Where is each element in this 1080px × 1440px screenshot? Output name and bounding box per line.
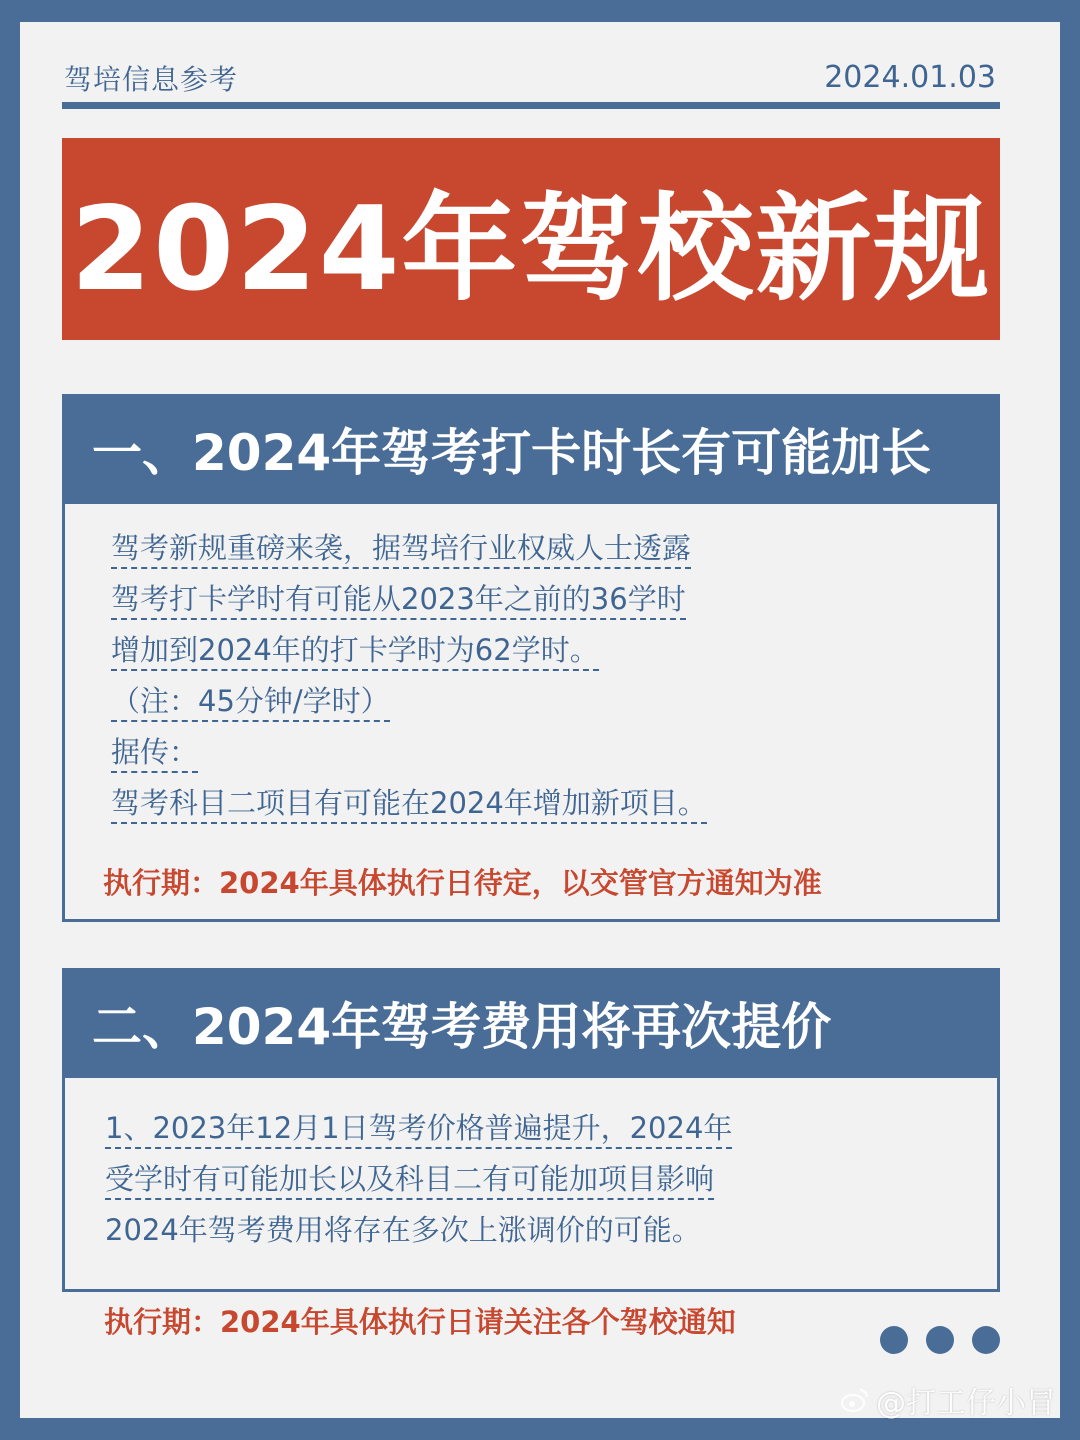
watermark: [840, 1378, 1056, 1422]
section-body: [111, 523, 967, 829]
body-line: 2024年驾考费用将存在多次上涨调价的可能。: [105, 1213, 701, 1247]
watermark-text: @打工仔小冒: [876, 1386, 1056, 1421]
body-line: 1、2023年12月1日驾考价格普遍提升，2024年: [105, 1103, 967, 1154]
dot-icon: [880, 1326, 908, 1354]
section-heading: 二、2024年驾考费用将再次提价: [62, 968, 1000, 1078]
body-line: 驾考打卡学时有可能从2023年之前的36学时: [111, 574, 967, 625]
header-divider: [62, 102, 1000, 109]
body-line: （注：45分钟/学时）: [111, 676, 967, 727]
section-study-hours: [62, 394, 1000, 922]
body-line: 驾考新规重磅来袭，据驾培行业权威人士透露: [111, 523, 967, 574]
body-line: 增加到2024年的打卡学时为62学时。: [111, 625, 967, 676]
body-line: 受学时有可能加长以及科目二有可能加项目影响: [105, 1154, 967, 1205]
execution-note: 执行期：2024年具体执行日请关注各个驾校通知: [104, 1305, 736, 1339]
title-banner: [62, 138, 1000, 340]
section-fees: [62, 968, 1000, 1292]
execution-note: 执行期：2024年具体执行日待定，以交管官方通知为准: [103, 866, 822, 900]
dot-icon: [972, 1326, 1000, 1354]
body-line: 据传：: [111, 727, 967, 778]
weibo-icon: [840, 1385, 870, 1415]
body-line: 驾考科目二项目有可能在2024年增加新项目。: [111, 778, 967, 829]
decorative-dots: [880, 1326, 1000, 1354]
dot-icon: [926, 1326, 954, 1354]
section-body: [105, 1103, 967, 1256]
section-heading: 一、2024年驾考打卡时长有可能加长: [62, 394, 1000, 504]
header-date: 2024.01.03: [824, 60, 996, 95]
header-source-label: 驾培信息参考: [64, 63, 239, 96]
page-title: 2024年驾校新规: [70, 181, 992, 317]
